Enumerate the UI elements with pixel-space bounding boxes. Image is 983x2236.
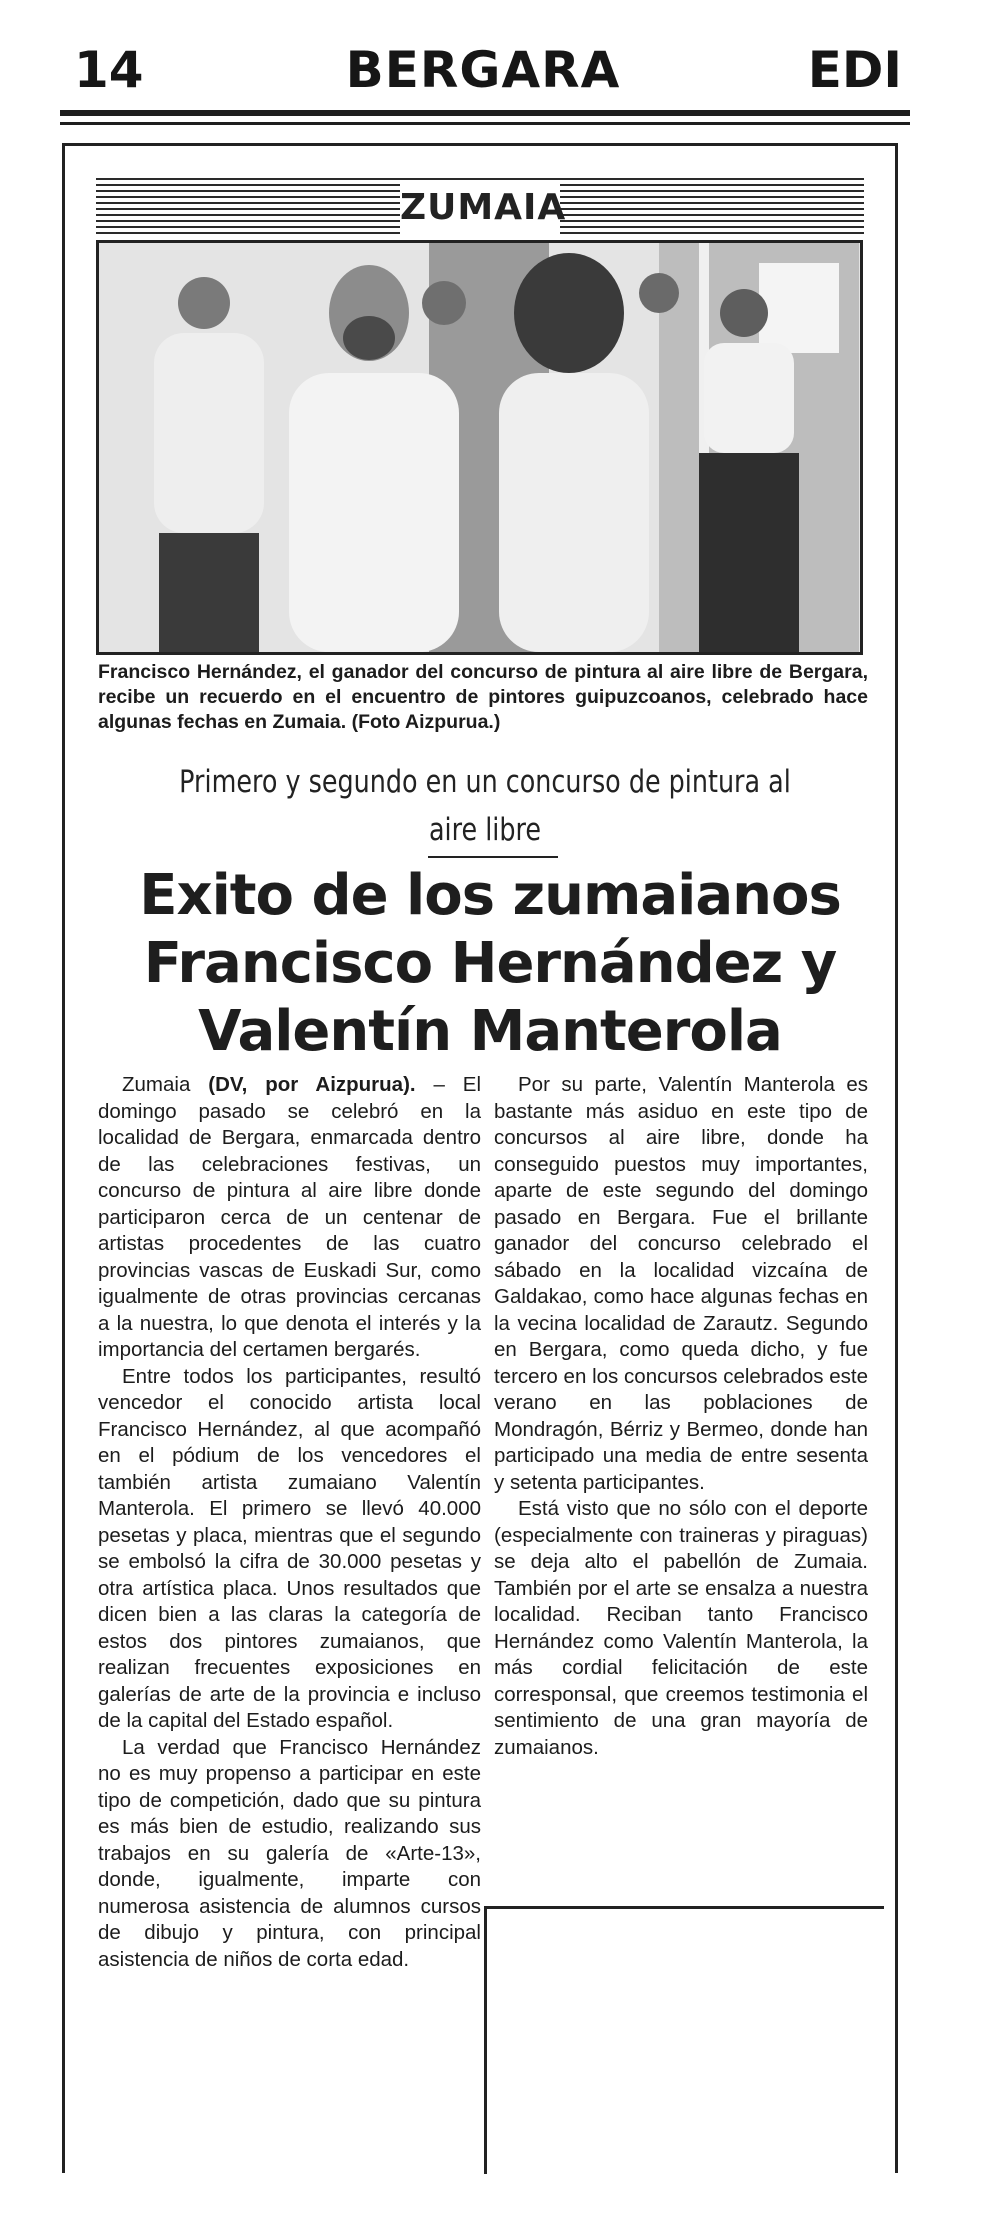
- photo-caption: Francisco Hernández, el ganador del concurso de pintura al aire libre de Bergara, recibe un recuerdo en el encuentro de pintores guipuzcoanos, celebrado hace algunas fechas en Zumaia. (Foto Aizpurua.): [98, 661, 868, 733]
- article-paragraph: [98, 1072, 481, 1364]
- headline: Exito de los zumaianos Francisco Hernández y Valentín Manterola: [139, 863, 841, 1064]
- column-divider: [484, 1906, 487, 2174]
- kicker-label: ZUMAIA: [400, 182, 560, 234]
- subheadline: Primero y segundo en un concurso de pintura al aire libre: [179, 764, 791, 848]
- article-paragraph: La verdad que Francisco Hernández no es muy propenso a participar en este tipo de competición, dado que su pintura es más bien de estudio, realizando sus trabajos en su galería de «Arte-13», donde, igualmente, imparte con numerosa asistencia de alumnos cursos de dibujo y pintura, con principal asistencia de niños de corta edad.: [98, 1735, 481, 1971]
- masthead-rule: [60, 110, 910, 116]
- subhead-underline: [428, 856, 558, 858]
- section-title: BERGARA: [345, 41, 621, 99]
- article-paragraph: Por su parte, Valentín Manterola es bastante más asiduo en este tipo de concursos al aire libre, donde ha conseguido puestos muy importantes, aparte de este segundo del domingo pasado en Bergara. Fue el brillante ganador del concurso celebrado el sábado en la localidad vizcaína de Galdakao, como hace algunas fechas en la vecina localidad de Zarautz. Segundo en Bergara, como queda dicho, y fue tercero en los concursos celebrados este verano en las poblaciones de Mondragón, Bérriz y Bermeo, donde han participado una media de entre sesenta y setenta participantes.: [494, 1073, 868, 1494]
- paragraph-text: – El domingo pasado se celebró en la localidad de Bergara, enmarcada dentro de las celebraciones festivas, un concurso de pintura al aire libre donde participaron cerca de un centenar de artistas procedentes de las cuatro provincias vascas de Euskadi Sur, como igualmente de otras provincias cercanas a la nuestra, lo que denota el interés y la importancia del certamen bergarés.: [98, 1073, 482, 1361]
- article-paragraph: Entre todos los participantes, resultó vencedor el conocido artista local Francisco Hernández, al que acompañó en el pódium de los vencedores el también artista zumaiano Valentín Manterola. El primero se llevó 40.000 pesetas y placa, mientras que el segundo se embolsó la cifra de 30.000 pesetas y otra artística placa. Unos resultados que dicen bien a las claras la categoría de estos dos pintores zumaianos, que realizan frecuentes exposiciones en galerías de arte de la provincia e incluso de la capital del Estado español.: [98, 1364, 481, 1732]
- column-end-rule: [484, 1906, 884, 1909]
- article-paragraph: Está visto que no sólo con el deporte (especialmente con traineras y piraguas) se deja alto el pabellón de Zumaia. También por el arte se ensalza a nuestra localidad. Reciban tanto Francisco Hernández como Valentín Manterola, la más cordial felicitación de este corresponsal, que creemos testimonia el sentimiento de una gran mayoría de zumaianos.: [494, 1497, 868, 1759]
- page-number: 14: [74, 41, 144, 99]
- news-photo: [96, 240, 863, 655]
- article-column-2: [494, 1072, 868, 1761]
- photo-icon: [99, 243, 860, 652]
- masthead-rule-thin: [60, 122, 910, 125]
- edition-label: EDI: [807, 41, 902, 99]
- byline-agency: (DV, por Aizpurua).: [208, 1073, 416, 1096]
- masthead: [64, 40, 902, 100]
- byline-place: Zumaia: [122, 1073, 191, 1096]
- article-column-1: [98, 1072, 481, 1973]
